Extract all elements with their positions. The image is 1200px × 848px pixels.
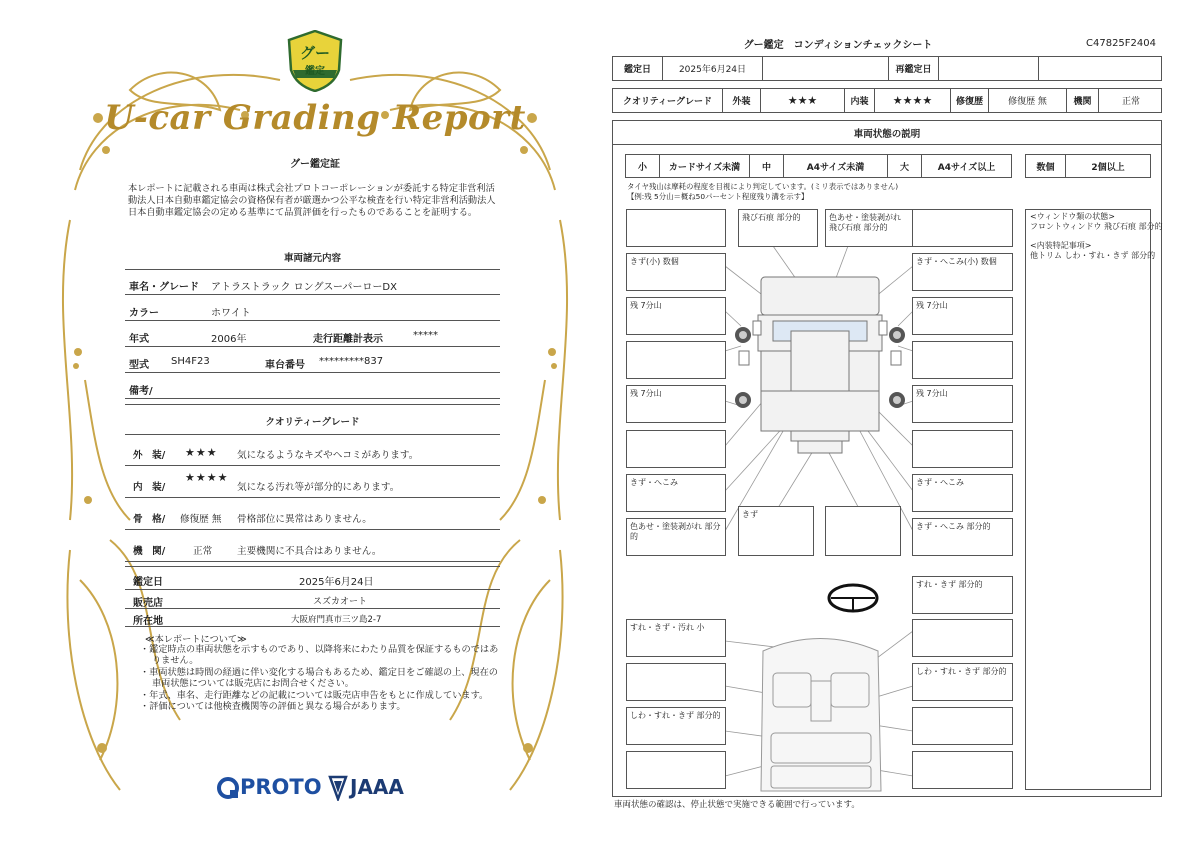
- appraisal-label: 販売店: [133, 598, 163, 609]
- redate-label: 再鑑定日: [889, 57, 939, 80]
- condition-box-empty: [912, 619, 1013, 657]
- condition-box: きず・へこみ: [912, 474, 1013, 512]
- tire-note: タイヤ残山は摩耗の程度を目視により判定しています。(ミリ表示ではありません): [627, 182, 899, 191]
- condition-box-empty: [912, 751, 1013, 789]
- condition-box-empty: [912, 707, 1013, 745]
- condition-box-empty: [912, 341, 1013, 379]
- spec-row-remarks: [125, 374, 500, 399]
- grade-row-exterior: [125, 435, 500, 466]
- repair-value: 修復歴 無: [989, 89, 1067, 112]
- interior-value: 他トリム しわ・すれ・きず 部分的: [1030, 251, 1156, 260]
- condition-check-sheet: [612, 36, 1164, 811]
- interior-title: <内装特記事項>: [1030, 241, 1092, 250]
- appraisal-value: スズカオート: [313, 597, 368, 607]
- spec-label: 年式: [129, 334, 149, 345]
- tire-note-example: 【例:残 5分山＝概ね50パーセント程度残り溝を示す】: [627, 192, 809, 201]
- notes-list: [140, 644, 500, 712]
- legend-large-desc: A4サイズ以上: [937, 162, 996, 173]
- grade-value: ★★★: [185, 446, 218, 459]
- window-title: <ウィンドウ類の状態>: [1030, 212, 1115, 221]
- spec-label: 車名・グレード: [129, 282, 199, 293]
- sheet-code: C47825F2404: [1086, 38, 1156, 49]
- condition-box: 色あせ・塗装剥がれ 飛び石痕 部分的: [825, 209, 913, 247]
- date-label: 鑑定日: [613, 57, 663, 80]
- appraisal-value: 2025年6月24日: [299, 577, 374, 588]
- condition-box: 飛び石痕 部分的: [738, 209, 818, 247]
- date-row: [612, 56, 1162, 81]
- appraisal-label: 鑑定日: [133, 577, 163, 588]
- spec-row-model: [125, 348, 500, 373]
- ext-label: 外装: [723, 89, 761, 112]
- certificate-body: 本レポートに記載される車両は株式会社プロトコーポレーションが委託する特定非営利活動法人日本自動車鑑定協会の資格保有者が厳選かつ公平な検査を行い特定非営利活動法人日本自動車鑑定協会の定める基準にて品質評価を行ったものであることを証明する。: [128, 183, 496, 218]
- condition-box-empty: [912, 430, 1013, 468]
- report-title: U-car Grading Report: [104, 98, 526, 138]
- proto-logo-icon: [216, 776, 240, 800]
- spec-row-name: [125, 270, 500, 295]
- condition-box: すれ・きず 部分的: [912, 576, 1013, 614]
- spec-value: *****: [413, 330, 438, 341]
- note-item: ・評価については他検査機関等の評価と異なる場合があります。: [140, 701, 406, 713]
- redate-value: [939, 57, 1039, 80]
- engine-label: 機関: [1067, 89, 1099, 112]
- ext-value: ★★★: [761, 89, 845, 112]
- legend-count-desc: 2個以上: [1091, 162, 1125, 173]
- note-item: ・年式、車名、走行距離などの記載については販売店申告をもとに作成しています。: [140, 689, 489, 701]
- proto-logo-text: PROTO: [240, 775, 322, 799]
- condition-box-empty: [626, 663, 726, 701]
- spec-value: *********837: [319, 356, 384, 367]
- note-item: ・車両状態は時間の経過に伴い変化する場合もあるため、鑑定日をご確認の上、現在の車両状態については販売店にお問合せください。: [140, 666, 498, 690]
- notes-title: ≪本レポートについて≫: [145, 634, 247, 645]
- grade-value: 修復歴 無: [180, 514, 222, 525]
- quality-section-title: クオリティーグレード: [265, 417, 360, 428]
- grade-label: 機 関/: [133, 546, 166, 557]
- legend-small: 小: [626, 155, 660, 177]
- condition-box: 残 7分山: [626, 385, 726, 423]
- certificate-title: グー鑑定証: [290, 159, 340, 170]
- grade-desc: 気になるようなキズやヘコミがあります。: [237, 450, 419, 461]
- appraisal-label: 所在地: [133, 616, 163, 627]
- grade-value: 正常: [193, 546, 213, 557]
- legend-large: 大: [888, 155, 922, 177]
- spec-label: 型式: [129, 360, 149, 371]
- condition-box: きず・へこみ 部分的: [912, 518, 1013, 556]
- spec-value: ホワイト: [211, 308, 251, 319]
- spec-label: 車台番号: [265, 360, 305, 371]
- repair-label: 修復歴: [951, 89, 989, 112]
- int-value: ★★★★: [875, 89, 951, 112]
- engine-value: 正常: [1121, 97, 1140, 107]
- condition-box-empty: [626, 430, 726, 468]
- condition-box: しわ・すれ・きず 部分的: [912, 663, 1013, 701]
- int-label: 内装: [845, 89, 875, 112]
- side-notes-panel: [1025, 209, 1163, 790]
- condition-box: きず・へこみ(小) 数個: [912, 253, 1013, 291]
- spec-label: 備考/: [129, 386, 153, 397]
- condition-box: 色あせ・塗装剥がれ 部分的: [626, 518, 726, 556]
- spec-row-color: [125, 296, 500, 321]
- empty-cell: [763, 57, 889, 80]
- date-value: 2025年6月24日: [663, 57, 763, 80]
- condition-box: きず・へこみ: [626, 474, 726, 512]
- jaaa-logo-text: JAAA: [350, 775, 404, 799]
- appraisal-row-date: [125, 566, 500, 590]
- grade-label: 骨 格/: [133, 514, 166, 525]
- grade-label: クオリティーグレード: [613, 89, 723, 112]
- condition-box: しわ・すれ・きず 部分的: [626, 707, 726, 745]
- steering-wheel-icon: [829, 585, 877, 611]
- condition-box: 残 7分山: [912, 297, 1013, 335]
- grade-row-engine: [125, 531, 500, 562]
- grading-certificate: [40, 20, 590, 828]
- spec-section-title: 車両諸元内容: [283, 253, 341, 264]
- appraisal-row-dealer: [125, 590, 500, 609]
- condition-box: きず(小) 数個: [626, 253, 726, 291]
- condition-box-empty: [912, 209, 1013, 247]
- appraisal-row-address: [125, 609, 500, 627]
- empty-cell: [1039, 57, 1163, 80]
- condition-box-empty: [626, 209, 726, 247]
- condition-box: きず: [738, 506, 814, 556]
- section-title: 車両状態の説明: [613, 121, 1161, 145]
- grade-row: [612, 88, 1162, 113]
- grade-label: 外 装/: [133, 450, 166, 461]
- condition-box: 残 7分山: [626, 297, 726, 335]
- grade-desc: 骨格部位に異常はありません。: [237, 514, 372, 525]
- spec-value: アトラストラック ロングスーパーローDX: [211, 282, 397, 293]
- grade-row-interior: [125, 467, 500, 498]
- grade-desc: 気になる汚れ等が部分的にあります。: [237, 482, 400, 493]
- condition-box: 残 7分山: [912, 385, 1013, 423]
- grade-value: ★★★★: [185, 471, 229, 484]
- condition-box: すれ・きず・汚れ 小: [626, 619, 726, 657]
- grade-desc: 主要機関に不具合はありません。: [237, 546, 382, 557]
- legend-medium: 中: [750, 155, 784, 177]
- condition-box-empty: [626, 341, 726, 379]
- window-value: フロントウィンドウ 飛び石痕 部分的: [1030, 222, 1163, 231]
- jaaa-logo-icon: [328, 775, 348, 801]
- condition-box-empty: [626, 751, 726, 789]
- grade-row-frame: [125, 499, 500, 530]
- sheet-title: グー鑑定 コンディションチェックシート: [743, 40, 933, 51]
- legend-count: 数個: [1026, 155, 1066, 177]
- legend-small-desc: カードサイズ未満: [660, 155, 750, 177]
- appraisal-value: 大阪府門真市三ツ島2-7: [291, 615, 382, 625]
- spec-row-year: [125, 322, 500, 347]
- condition-section: [612, 120, 1162, 797]
- spec-value: 2006年: [211, 334, 247, 345]
- spec-label: カラー: [129, 308, 159, 319]
- spec-value: SH4F23: [171, 356, 210, 367]
- badge-bottom-text: 鑑定: [305, 66, 325, 77]
- condition-box-empty: [825, 506, 901, 556]
- spec-label: 走行距離計表示: [313, 334, 383, 345]
- legend-medium-desc: A4サイズ未満: [784, 155, 888, 177]
- note-item: ・鑑定時点の車両状態を示すものであり、以降将来にわたり品質を保証するものではありません。: [140, 644, 499, 667]
- divider: [125, 404, 500, 405]
- footer-note: 車両状態の確認は、停止状態で実施できる範囲で行っています。: [614, 800, 860, 810]
- grade-label: 内 装/: [133, 482, 166, 493]
- badge-top-text: グー: [299, 44, 330, 62]
